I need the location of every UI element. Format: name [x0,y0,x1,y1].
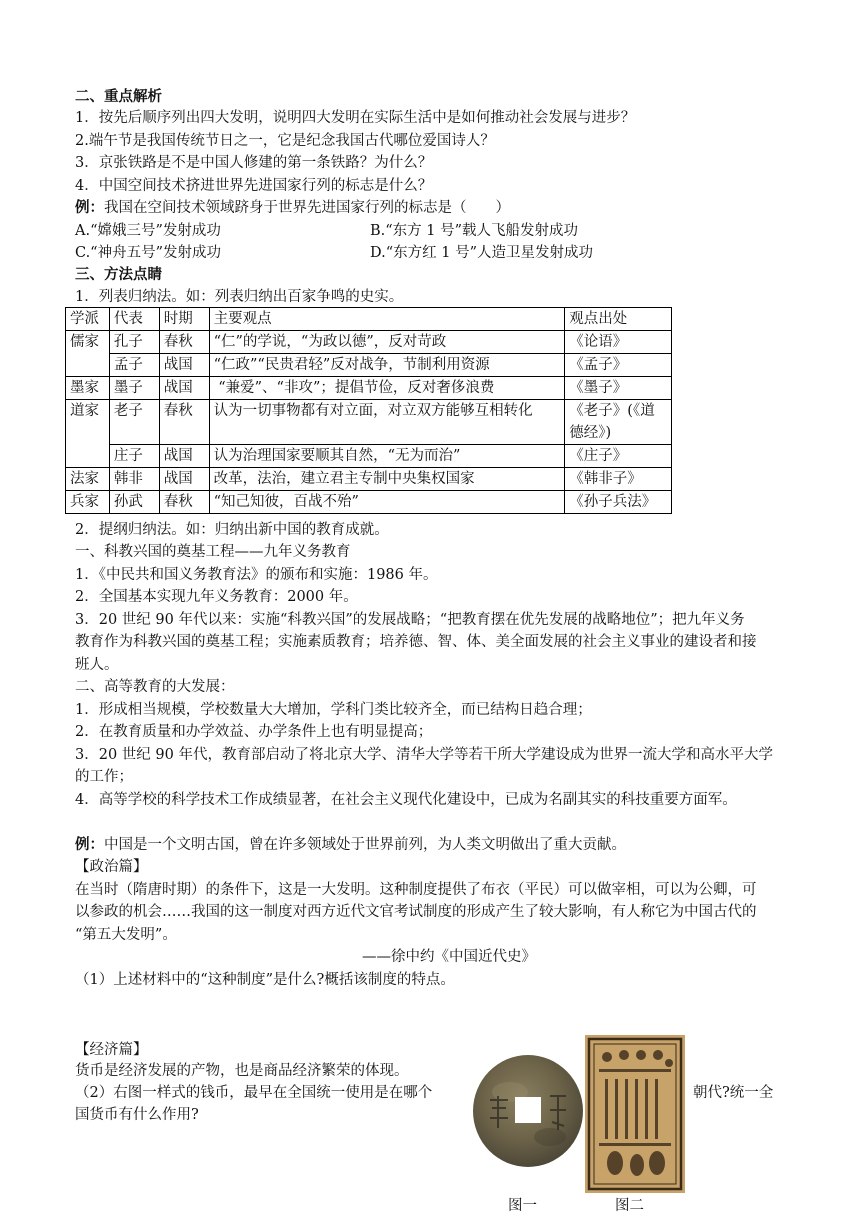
table-row [66,491,672,514]
schools-table [65,307,672,514]
source-cell: 《韩非子》 [565,468,672,491]
rep-cell: 孟子 [109,354,159,377]
period-cell: 战国 [159,377,209,400]
section2-heading: 二、重点解析 [75,88,162,105]
economy-question-a: （2）右图一样式的钱币，最早在全国统一使用是在哪个 [75,1085,433,1101]
option-a: A.“嫦娥三号”发射成功 [75,223,221,239]
edu1-item-3b: 教育作为科教兴国的奠基工程；实施素质教育；培养德、智、体、美全面发展的社会主义事业的建设者和接 [75,634,757,650]
view-cell: “兼爱”、“非攻”；提倡节俭，反对奢侈浪费 [209,377,565,400]
school-cell: 道家 [66,400,110,468]
header-cell: 观点出处 [565,308,672,331]
method-2: 2．提纲归纳法。如：归纳出新中国的教育成就。 [75,522,389,538]
method-1: 1．列表归纳法。如：列表归纳出百家争鸣的史实。 [75,289,404,305]
period-cell: 春秋 [159,400,209,445]
politics-question: （1）上述材料中的“这种制度”是什么?概括该制度的特点。 [75,972,455,988]
question-4: 4．中国空间技术挤进世界先进国家行列的标志是什么？ [75,178,433,194]
edu2-item-1: 1．形成相当规模，学校数量大大增加，学科门类比较齐全，而已结构日趋合理； [75,702,592,718]
header-cell: 代表 [109,308,159,331]
edu2-item-3b: 的工作； [75,769,133,785]
edu1-item-2: 2．全国基本实现九年义务教育：2000 年。 [75,589,358,605]
figure-2-caption: 图二 [615,1198,644,1214]
politics-source: ——徐中约《中国近代史》 [362,949,536,965]
question-1: 1．按先后顺序列出四大发明，说明四大发明在实际生活中是如何推动社会发展与进步？ [75,110,636,126]
example-question [75,198,510,218]
rep-cell: 庄子 [109,445,159,468]
header-cell: 时期 [159,308,209,331]
economy-title: 【经济篇】 [75,1042,148,1058]
example-text: 我国在空间技术领域跻身于世界先进国家行列的标志是（ ） [104,200,510,216]
source-cell: 《老子》(《道德经》) [565,400,672,445]
edu2-title: 二、高等教育的大发展： [75,679,235,695]
economy-para-1: 货币是经济发展的产物，也是商品经济繁荣的体现。 [75,1063,409,1079]
edu1-item-3c: 班人。 [75,657,119,673]
edu2-item-2: 2．在教育质量和办学效益、办学条件上也有明显提高； [75,724,433,740]
source-cell: 《论语》 [565,331,672,354]
section3-heading: 三、方法点睛 [75,266,162,283]
question-3: 3．京张铁路是不是中国人修建的第一条铁路？为什么？ [75,155,433,171]
period-cell: 战国 [159,468,209,491]
edu1-item-1: 1．《中民共和国义务教育法》的颁布和实施：1986 年。 [75,567,438,583]
school-cell: 墨家 [66,377,110,400]
period-cell: 战国 [159,354,209,377]
header-cell: 主要观点 [209,308,565,331]
period-cell: 春秋 [159,491,209,514]
option-b: B.“东方 1 号”载人飞船发射成功 [370,223,579,239]
header-cell: 学派 [66,308,110,331]
table-row [66,400,672,445]
coin-image [470,1052,586,1170]
table-row [66,354,672,377]
view-cell: “仁政”“民贵君轻”反对战争，节制利用资源 [209,354,565,377]
table-row [66,468,672,491]
example2 [75,835,626,855]
rep-cell: 韩非 [109,468,159,491]
option-d: D.“东方红 1 号”人造卫星发射成功 [370,245,593,261]
rep-cell: 孙武 [109,491,159,514]
figure-1-caption: 图一 [508,1198,537,1214]
politics-para-1: 在当时（隋唐时期）的条件下，这是一大发明。这种制度提供了布衣（平民）可以做宰相，可以为公卿，可 [75,882,757,898]
example2-text: 中国是一个文明古国，曾在许多领域处于世界前列，为人类文明做出了重大贡献。 [104,837,626,853]
table-row [66,445,672,468]
politics-title: 【政治篇】 [75,859,148,875]
period-cell: 战国 [159,445,209,468]
source-cell: 《孙子兵法》 [565,491,672,514]
economy-question-right: 朝代?统一全 [693,1085,774,1101]
economy-question-b: 国货币有什么作用? [75,1107,199,1123]
source-cell: 《墨子》 [565,377,672,400]
edu2-item-4: 4．高等学校的科学技术工作成绩显著，在社会主义现代化建设中，已成为名副其实的科技重要方面军。 [75,792,737,808]
edu1-title: 一、科教兴国的奠基工程——九年义务教育 [75,544,351,560]
table-row [66,331,672,354]
table-row [66,377,672,400]
rep-cell: 老子 [109,400,159,445]
school-cell: 法家 [66,468,110,491]
view-cell: 改革，法治，建立君主专制中央集权国家 [209,468,565,491]
view-cell: 认为一切事物都有对立面，对立双方能够互相转化 [209,400,565,445]
edu2-item-3a: 3．20 世纪 90 年代，教育部启动了将北京大学、清华大学等若干所大学建设成为世界一流大学和高水平大学 [75,747,773,763]
source-cell: 《孟子》 [565,354,672,377]
source-cell: 《庄子》 [565,445,672,468]
rep-cell: 墨子 [109,377,159,400]
view-cell: “知己知彼，百战不殆” [209,491,565,514]
politics-para-2: 以参政的机会……我国的这一制度对西方近代文官考试制度的形成产生了较大影响，有人称它为中国古代的 [75,904,757,920]
view-cell: 认为治理国家要顺其自然，“无为而治” [209,445,565,468]
school-cell: 儒家 [66,331,110,377]
edu1-item-3a: 3．20 世纪 90 年代以来：实施“科教兴国”的发展战略；“把教育摆在优先发展的战略地位”；把九年义务 [75,612,745,628]
paper-note-image [585,1035,685,1193]
option-c: C.“神舟五号”发射成功 [75,245,222,261]
example2-label: 例： [75,836,104,853]
example-label: 例： [75,199,104,216]
period-cell: 春秋 [159,331,209,354]
view-cell: “仁”的学说，“为政以德”，反对苛政 [209,331,565,354]
table-header-row [66,308,672,331]
rep-cell: 孔子 [109,331,159,354]
question-2: 2.端午节是我国传统节日之一，它是纪念我国古代哪位爱国诗人？ [75,133,495,149]
school-cell: 兵家 [66,491,110,514]
politics-para-3: “第五大发明”。 [75,927,177,943]
